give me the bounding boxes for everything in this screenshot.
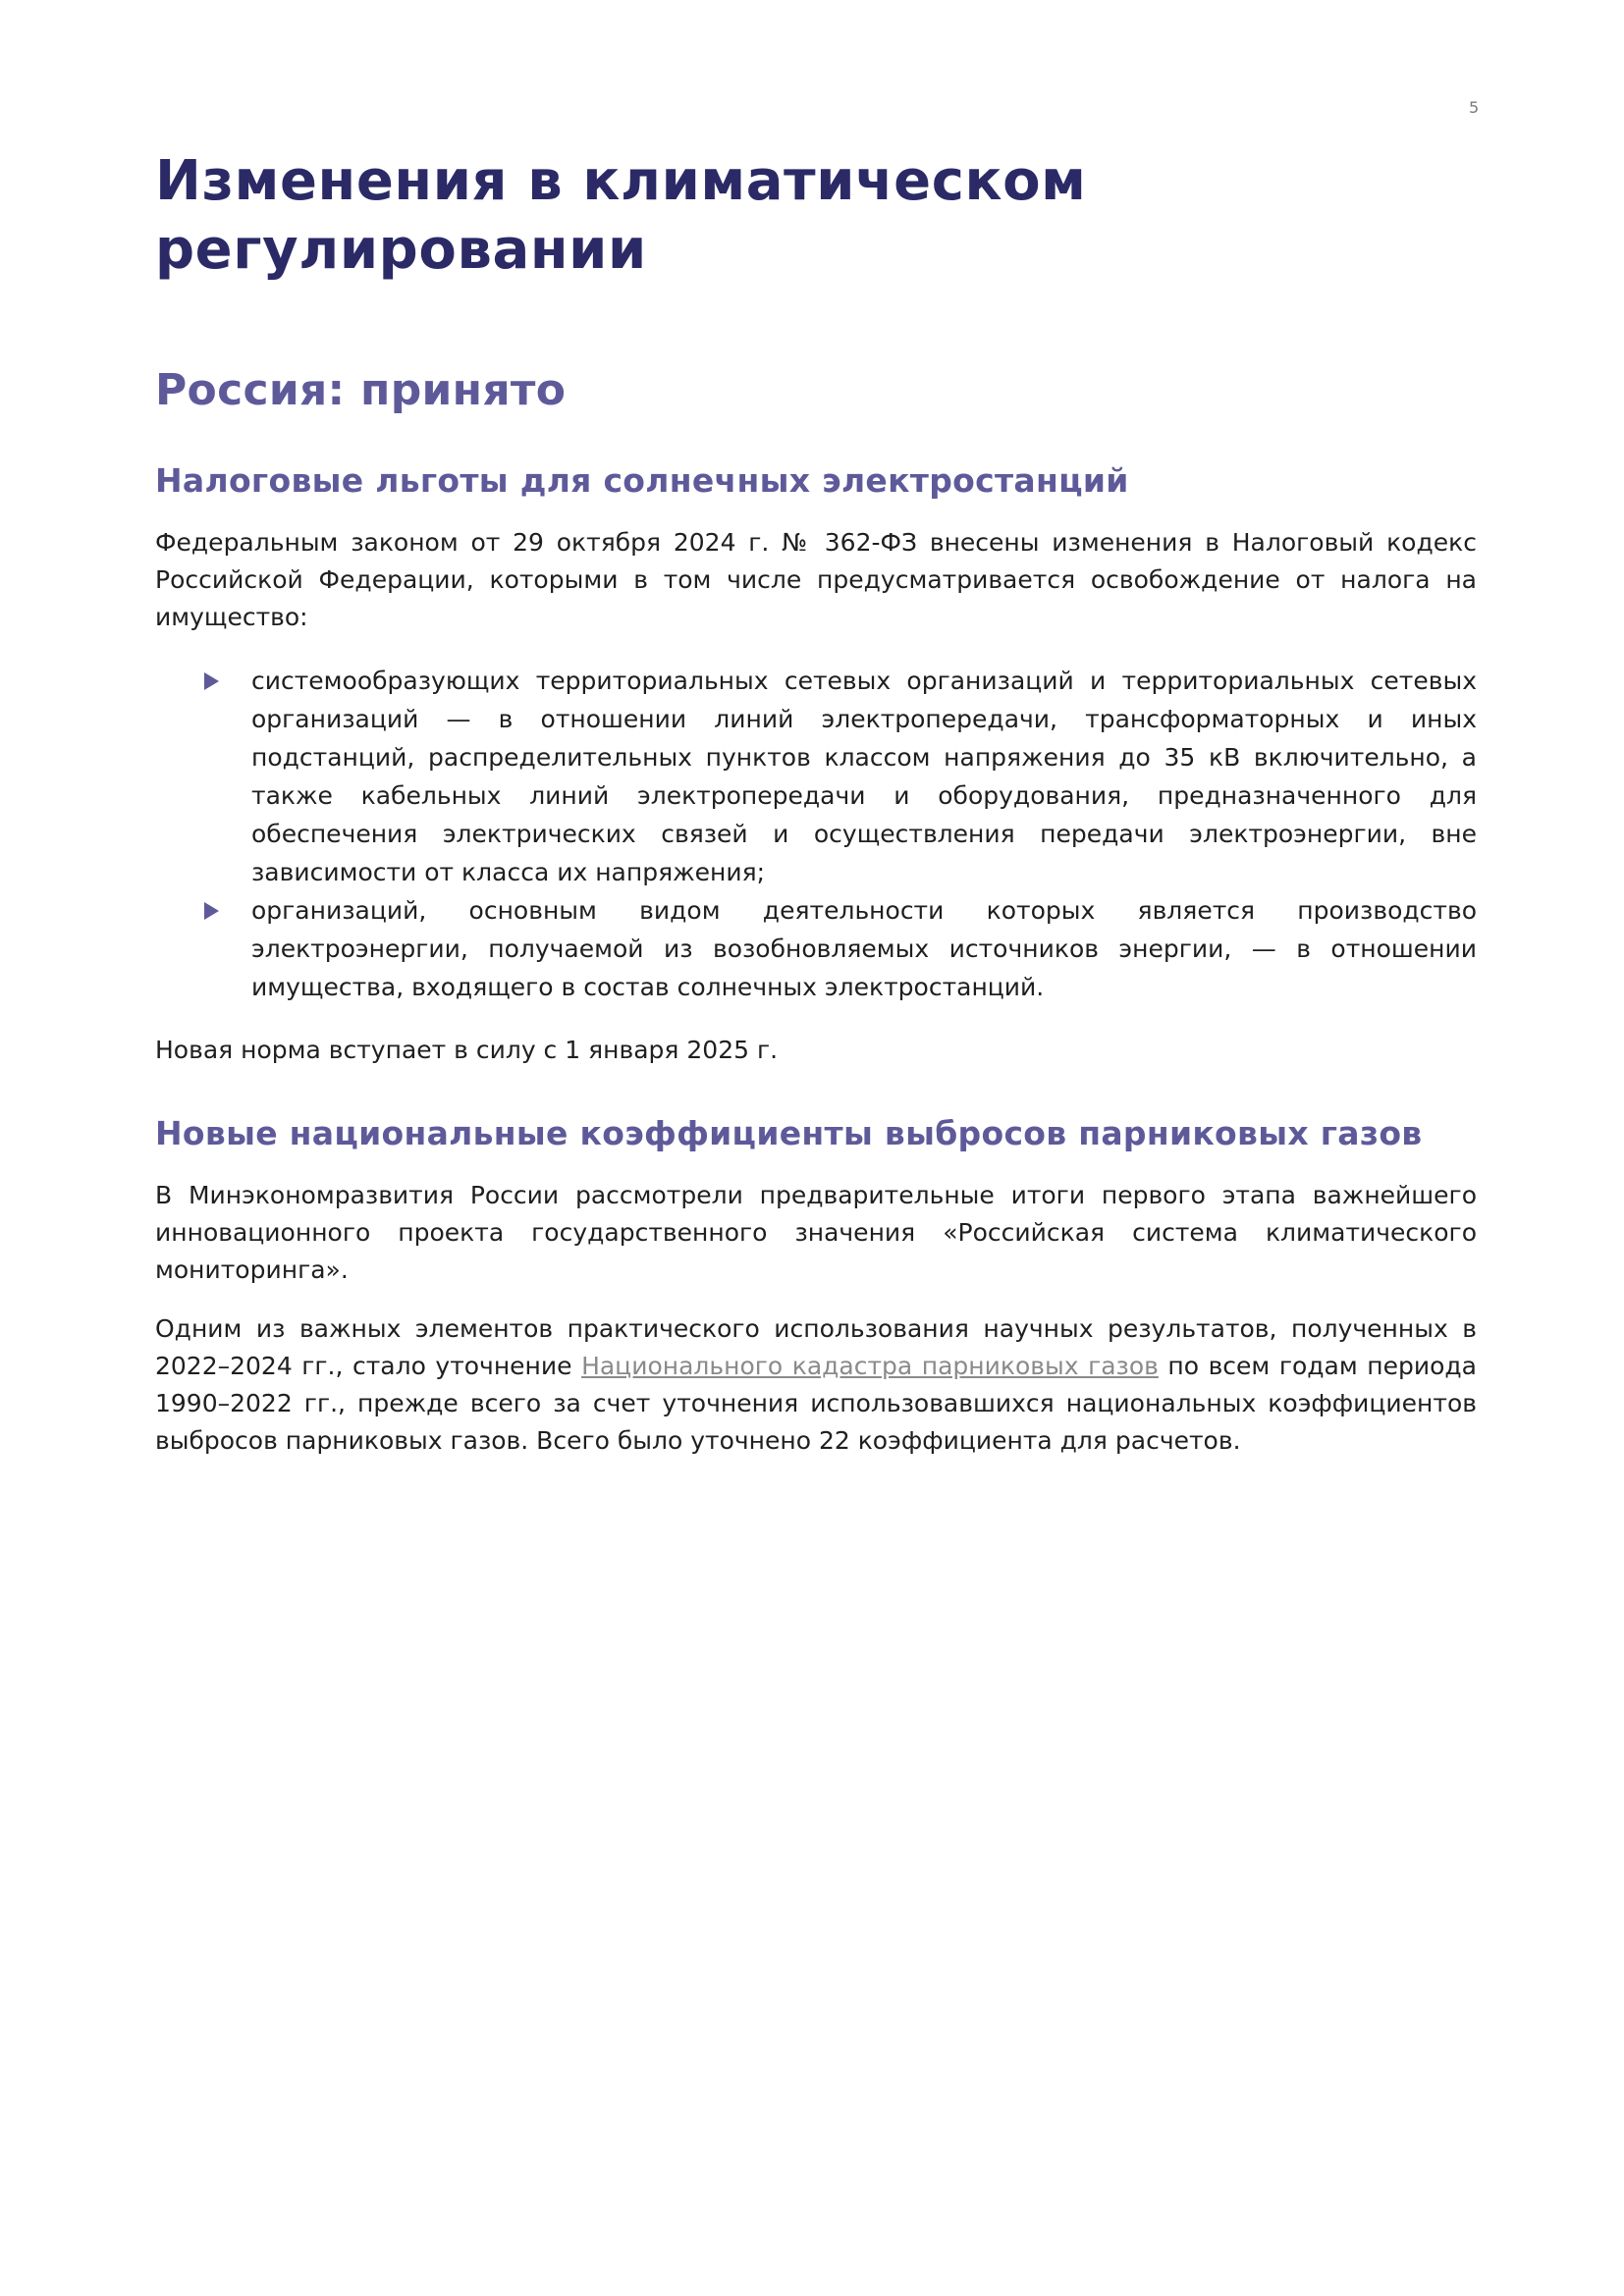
- cadastre-paragraph: [155, 1310, 1477, 1460]
- cadastre-paragraph-text-before: Одним из важных элементов практического использования научных результатов, полученных в 2022–2024 гг., стало уточнение: [155, 1314, 1477, 1380]
- bullet-list: [155, 662, 1477, 1006]
- list-item-text: системообразующих территориальных сетевых организаций и территориальных сетевых организаций — в отношении линий электропередачи, трансформаторных и иных подстанций, распределительных пунктов классом напряжения до 35 кВ включительно, а также кабельных линий электропередачи и оборудования, предназначенного для обеспечения электрических связей и осуществления передачи электроэнергии, вне зависимости от класса их напряжения;: [251, 667, 1477, 886]
- page-number: 5: [1469, 98, 1480, 117]
- list-item: [251, 662, 1477, 891]
- cadastre-paragraph-text-after: по всем годам периода 1990–2022 гг., прежде всего за счет уточнения использовавшихся национальных коэффициентов выбросов парниковых газов. Всего было уточнено 22 коэффициента для расчетов.: [155, 1352, 1477, 1455]
- page-content: [155, 147, 1477, 1460]
- list-item-text: организаций, основным видом деятельности которых является производство электроэнергии, получаемой из возобновляемых источников энергии, — в отношении имущества, входящего в состав солнечных электростанций.: [251, 896, 1477, 1001]
- page-title: Изменения в климатическом регулировании: [155, 149, 1087, 282]
- effective-date-note: Новая норма вступает в силу с 1 января 2025 г.: [155, 1036, 779, 1064]
- intro-paragraph: Федеральным законом от 29 октября 2024 г. № 362-ФЗ внесены изменения в Налоговый кодекс Российской Федерации, которыми в том числе предусматривается освобождение от налога на имущество:: [155, 528, 1477, 631]
- section-heading: Россия: принято: [155, 365, 567, 415]
- subsection-heading-emission-factors: Новые национальные коэффициенты выбросов парниковых газов: [155, 1114, 1423, 1152]
- cadastre-link[interactable]: Национального кадастра парниковых газов: [581, 1352, 1159, 1380]
- triangle-bullet-icon: [204, 672, 219, 690]
- ministry-paragraph: В Минэкономразвития России рассмотрели предварительные итоги первого этапа важнейшего инновационного проекта государственного значения «Российская система климатического мониторинга».: [155, 1181, 1477, 1284]
- subsection-heading-tax-benefits: Налоговые льготы для солнечных электростанций: [155, 461, 1129, 500]
- list-item: [251, 891, 1477, 1006]
- triangle-bullet-icon: [204, 902, 219, 920]
